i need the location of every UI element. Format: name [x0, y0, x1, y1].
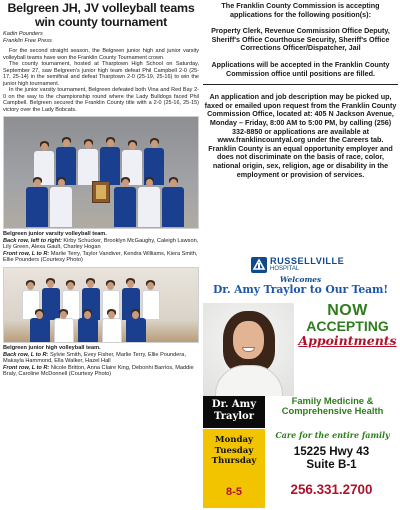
office-hours: 8-5 — [226, 486, 242, 498]
jh-photo-caption — [3, 345, 199, 378]
office-address — [265, 445, 398, 472]
day-label: Thursday — [211, 456, 257, 466]
article-paragraph: In the junior varsity tournament, Belgreen defeated both Vina and Red Bay 2-0 on the way to the championship round where the Lady Bulldogs faced Phil Campbell. Belgreen secured the Franklin County title with a 2-0 (25-16, 25-15) victory over the Lady Bobcats. — [3, 87, 199, 113]
caption-front-label: Front row, L to R: — [3, 250, 50, 257]
office-phone: 256.331.2700 — [290, 482, 373, 497]
doctor-first-name: Dr. Amy — [211, 399, 257, 410]
accepting-text: ACCEPTING — [306, 318, 389, 334]
welcome-headline: Dr. Amy Traylor to Our Team! — [212, 283, 389, 296]
now-text: NOW — [327, 302, 368, 319]
caption-back-label: Back row, left to right: — [3, 237, 62, 244]
player-figure — [42, 288, 60, 320]
ad-tagline: Care for the entire family — [275, 430, 390, 440]
doctor-last-name: Traylor — [213, 411, 254, 422]
player-figure — [162, 187, 184, 227]
notice-details: An application and job description may be picked up, faxed or emailed upon request from the Franklin County Commission Office, located at: 405 N Jackson Avenue, Monday – Friday, 8:00 AM to 5:00 PM, by calling (256) 332-8850 or applications are available at www.franklincountyal.org under the Careers tab. — [204, 92, 397, 145]
services-text: Family Medicine & Comprehensive Health — [281, 395, 384, 417]
byline-paper: Franklin Free Press — [3, 38, 52, 44]
caption-back-names: Kirby Schucker, Brooklyn McGaughy, Caleigh Lawson, Lily Green, Alexa Gault, Charley Hogan — [3, 237, 199, 251]
caption-back-label: Back row, L to R: — [3, 351, 49, 358]
notice-intro: The Franklin County Commission is accepting applications for the following position(s): — [221, 1, 380, 19]
player-figure — [138, 187, 160, 227]
player-figure — [30, 318, 50, 343]
notice-eeo: Franklin County is an equal opportunity employer and does not discriminate on the basis of race, color, national origin, sex, religion, age or disability in the employment or provision of services. — [208, 143, 393, 179]
caption-back-names: Sylvie Smith, Evey Fisher, Marlie Terry, Ellie Poundera, Makayla Hammond, Ella Walker, Hazel Hall — [3, 351, 186, 365]
player-figure — [54, 318, 74, 343]
player-figure — [142, 290, 160, 320]
player-figure — [78, 149, 98, 185]
player-figure — [78, 318, 98, 343]
office-hours-box — [203, 429, 265, 508]
player-figure — [126, 318, 146, 343]
article-headline: Belgreen JH, JV volleyball teams win county tournament — [7, 1, 195, 29]
logo-subtitle: HOSPITAL — [270, 266, 300, 273]
notice-positions: Property Clerk, Revenue Commission Office Deputy, Sheriff's Office Courthouse Security, Sheriff's Office Corrections Officer/Dispatcher, Jail — [211, 26, 390, 53]
hospital-logo — [251, 256, 344, 274]
notice-divider — [203, 84, 398, 85]
caption-front-names: Nicole Britton, Anna Claire King, Debonhi Barrios, Maddie Braly, Caroline McDonnell (Courtesy Photo) — [3, 364, 194, 378]
article-column — [3, 2, 199, 378]
welcome-text: Welcomes — [279, 275, 322, 284]
caption-title: Belgreen junior varsity volleyball team. — [3, 231, 107, 237]
article-paragraph: For the second straight season, the Belgreen junior high and junior varsity volleyball teams have won the Franklin County Tournament crown. — [3, 48, 199, 61]
caption-front-names: Marlie Terry, Taylor Vandiver, Kendra Williams, Kiera Smith, Ellie Pounders (Courtesy Photo) — [3, 250, 198, 264]
now-accepting-banner — [297, 303, 398, 348]
address-line: Suite B-1 — [306, 458, 357, 472]
article-paragraph: The county tournament, hosted at Tharptown High School on Saturday, September 27, saw Belgreen's junior high team defeat Phil Campbell 2-0 (25-17, 25-14) in the semifinal and defeat Tharptown 2-0 (25-19, 25-16) to win the junior high tournament. — [3, 61, 199, 87]
jh-team-photo — [3, 267, 199, 343]
doctor-name-box — [203, 396, 265, 428]
player-figure — [114, 187, 136, 227]
day-label: Tuesday — [214, 445, 254, 456]
appointments-text: Appointments — [298, 333, 397, 348]
article-body — [3, 48, 199, 113]
commission-notice — [203, 2, 398, 179]
day-label: Monday — [214, 435, 254, 445]
hospital-advertisement — [203, 255, 398, 508]
player-figure — [100, 147, 120, 185]
player-figure — [102, 318, 122, 343]
trophy-plaque — [92, 181, 110, 203]
doctor-portrait — [203, 303, 294, 396]
logo-wordmark: RUSSELLVILLE — [270, 255, 345, 266]
player-figure — [50, 187, 72, 227]
caption-title: Belgreen junior high volleyball team. — [3, 344, 101, 351]
jv-photo-caption — [3, 231, 199, 264]
jv-team-photo — [3, 116, 199, 229]
notice-deadline: Applications will be accepted in the Franklin County Commission office until positions are filled. — [211, 59, 390, 78]
caption-front-label: Front row, L to R: — [3, 364, 50, 371]
address-line: 15225 Hwy 43 — [293, 445, 370, 458]
article-byline — [3, 31, 199, 45]
player-figure — [26, 187, 48, 227]
hospital-cross-icon — [251, 257, 267, 273]
byline-author: Kadin Pounders — [3, 31, 43, 37]
